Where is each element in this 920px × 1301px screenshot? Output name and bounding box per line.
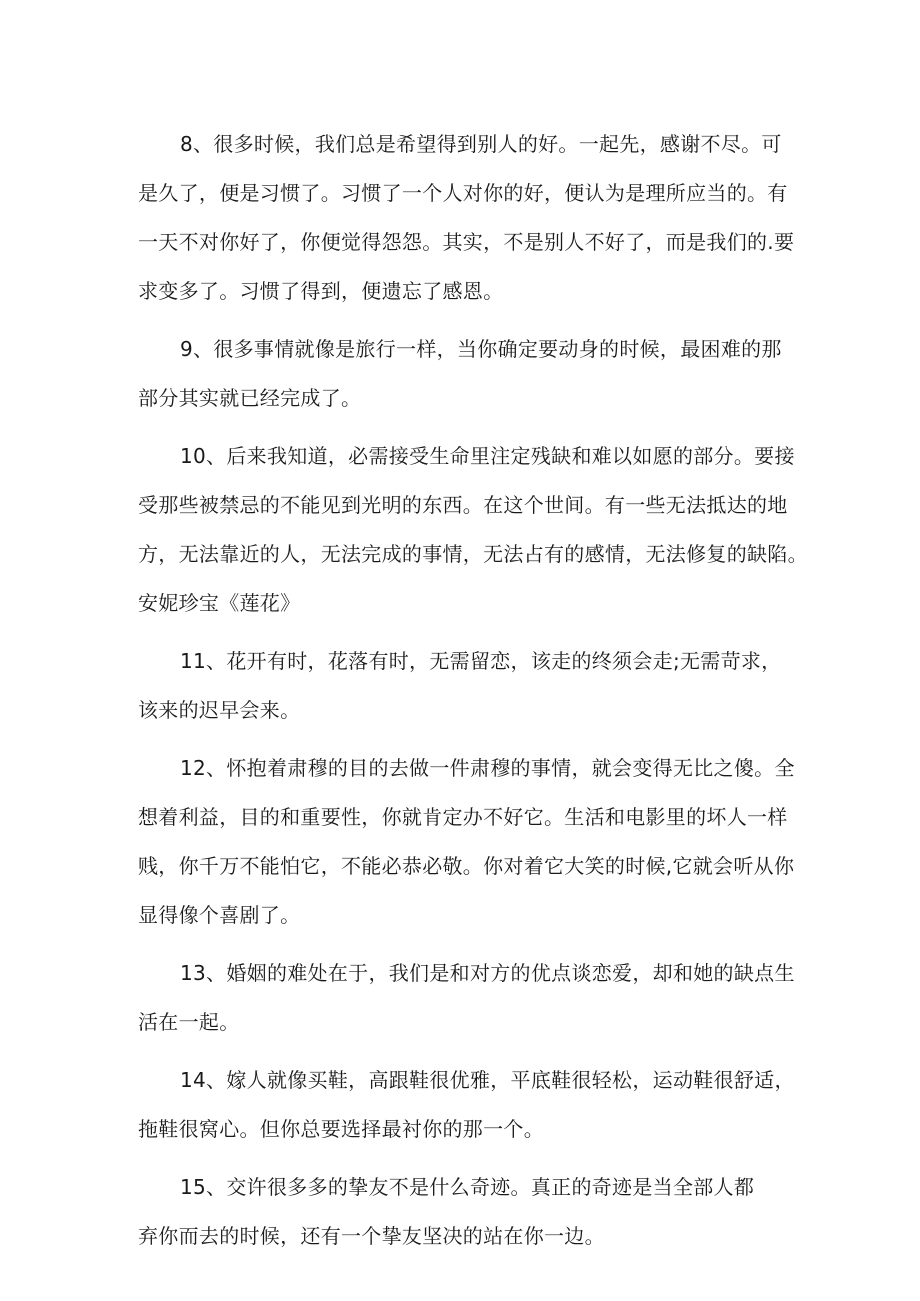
paragraph-15 (138, 1163, 798, 1261)
paragraph-12 (138, 744, 798, 940)
paragraph-line: 15、交许很多多的挚友不是什么奇迹。真正的奇迹是当全部人都 (180, 1175, 755, 1199)
paragraph-line: 受那些被禁忌的不能见到光明的东西。在这个世间。有一些无法抵达的地 (138, 493, 788, 517)
paragraph-line: 部分其实就已经完成了。 (138, 386, 362, 410)
paragraph-line: 是久了，便是习惯了。习惯了一个人对你的好，便认为是理所应当的。有 (138, 181, 788, 205)
paragraph-10 (138, 432, 808, 628)
paragraph-line: 贱，你千万不能怕它，不能必恭必敬。你对着它大笑的时候,它就会听从你 (138, 854, 795, 878)
paragraph-line: 11、花开有时，花落有时，无需留恋，该走的终须会走;无需苛求， (180, 649, 782, 673)
paragraph-line: 弃你而去的时候，还有一个挚友坚决的站在你一边。 (138, 1224, 605, 1248)
paragraph-line: 活在一起。 (138, 1010, 240, 1034)
paragraph-line: 8、很多时候，我们总是希望得到别人的好。一起先，感谢不尽。可 (180, 132, 782, 156)
paragraph-line: 14、嫁人就像买鞋，高跟鞋很优雅，平底鞋很轻松，运动鞋很舒适， (180, 1068, 795, 1092)
paragraph-line: 想着利益，目的和重要性，你就肯定办不好它。生活和电影里的坏人一样 (138, 805, 788, 829)
paragraph-13 (138, 949, 798, 1047)
paragraph-line: 9、很多事情就像是旅行一样，当你确定要动身的时候，最困难的那 (180, 337, 782, 361)
paragraph-line: 该来的迟早会来。 (138, 698, 301, 722)
paragraph-line: 显得像个喜剧了。 (138, 903, 301, 927)
paragraph-11 (138, 637, 798, 735)
paragraph-line: 安妮珍宝《莲花》 (138, 591, 301, 615)
paragraph-line: 10、后来我知道，必需接受生命里注定残缺和难以如愿的部分。要接 (180, 444, 795, 468)
paragraph-8 (138, 120, 798, 316)
paragraph-line: 一天不对你好了，你便觉得怨怨。其实，不是别人不好了，而是我们的.要 (138, 230, 795, 254)
paragraph-line: 13、婚姻的难处在于，我们是和对方的优点谈恋爱，却和她的缺点生 (180, 961, 795, 985)
document-body (138, 120, 808, 1270)
paragraph-14 (138, 1056, 798, 1154)
paragraph-line: 拖鞋很窝心。但你总要选择最衬你的那一个。 (138, 1117, 544, 1141)
paragraph-line: 12、怀抱着肃穆的目的去做一件肃穆的事情，就会变得无比之傻。全 (180, 756, 795, 780)
paragraph-9 (138, 325, 798, 423)
paragraph-line: 求变多了。习惯了得到，便遗忘了感恩。 (138, 279, 504, 303)
paragraph-line: 方，无法靠近的人，无法完成的事情，无法占有的感情，无法修复的缺陷。 (138, 542, 808, 566)
